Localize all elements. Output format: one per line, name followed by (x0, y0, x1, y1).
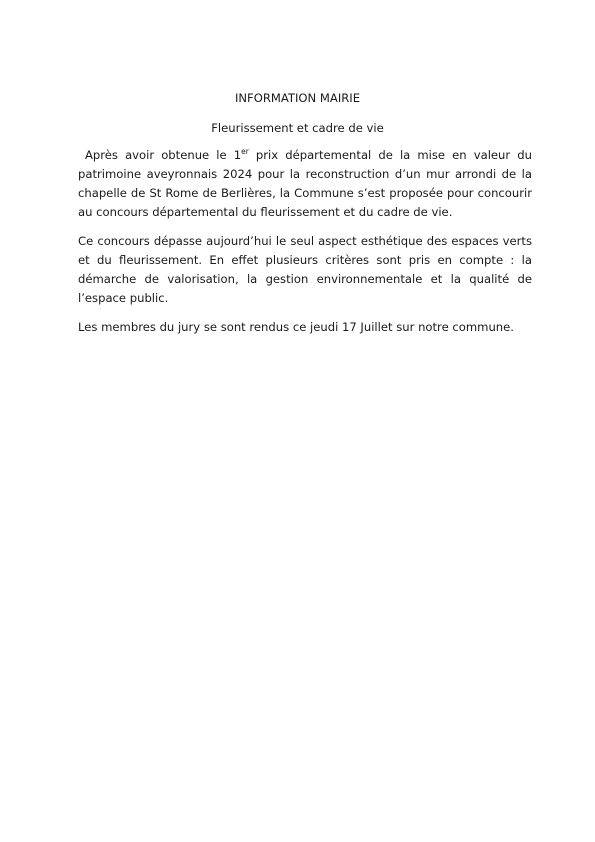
paragraph-award (78, 146, 532, 222)
document-title: INFORMATION MAIRIE (234, 91, 361, 105)
paragraph-award-rest: prix départemental de la mise en valeur du patrimoine aveyronnais 2024 pour la reconstruction d’un mur arrondi de la chapelle de St Rome de Berlières, la Commune s’est proposée pour concourir au concours départemental du fleurissement et du cadre de vie. (78, 148, 532, 219)
paragraph-contest: Ce concours dépasse aujourd’hui le seul aspect esthétique des espaces verts et du fleurissement. En effet plusieurs critères sont pris en compte : la démarche de valorisation, la gestion environnementale et la qualité de l’espace public. (78, 234, 532, 305)
document-body (78, 146, 532, 347)
paragraph-jury: Les membres du jury se sont rendus ce jeudi 17 Juillet sur notre commune. (78, 320, 514, 334)
ordinal-superscript: er (241, 147, 249, 156)
paragraph-award-start: Après avoir obtenue le 1 (85, 148, 242, 162)
document-subtitle: Fleurissement et cadre de vie (211, 121, 384, 135)
